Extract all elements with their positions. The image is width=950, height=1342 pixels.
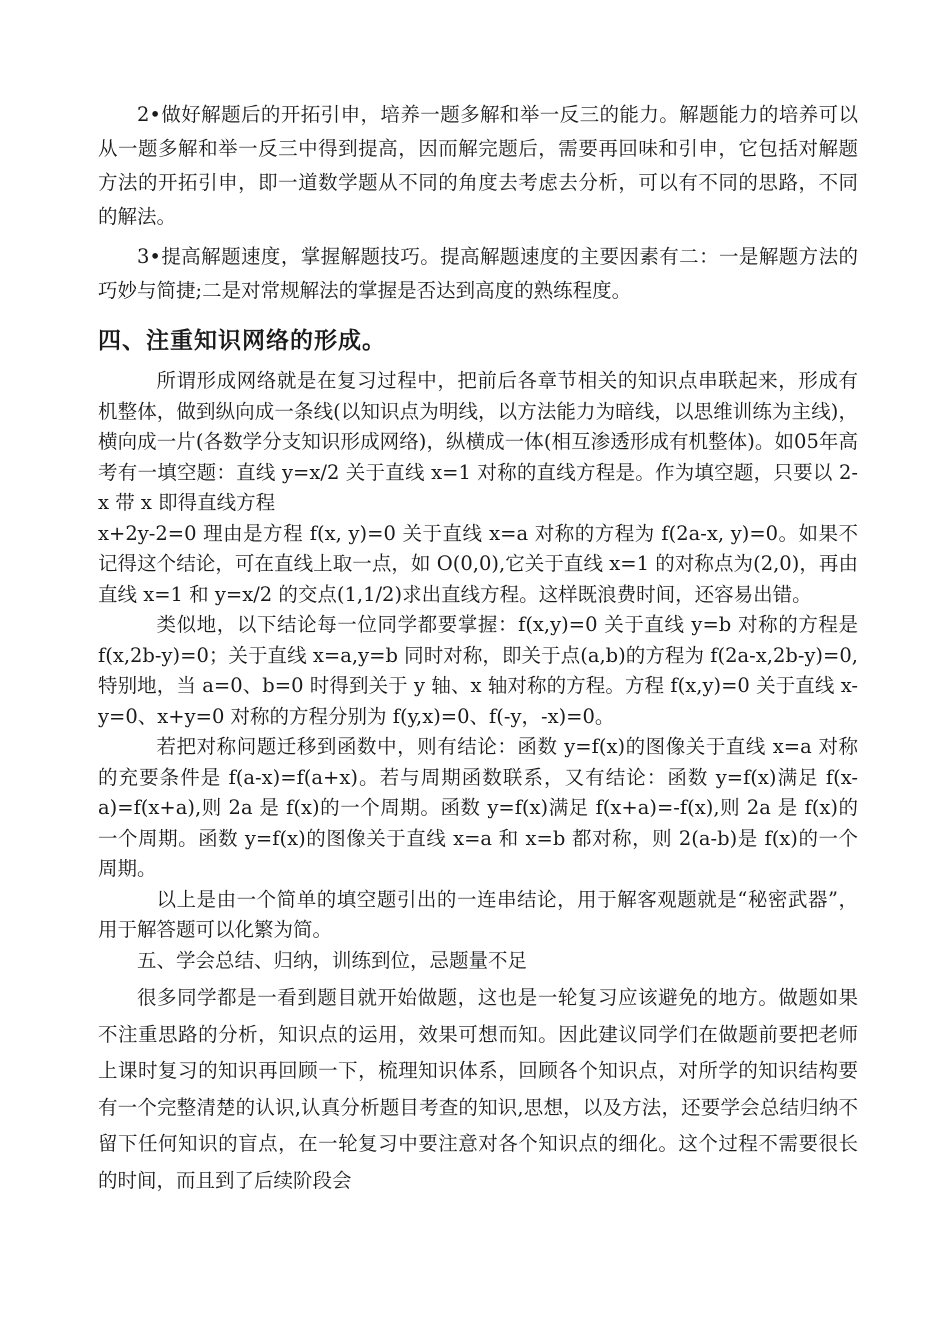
section-five-heading: 五、学会总结、归纳，训练到位，忌题量不足: [137, 948, 528, 972]
document-page: [98, 98, 858, 1199]
paragraph-similar: 类似地，以下结论每一位同学都要掌握：f(x,y)=0 关于直线 y=b 对称的方程是 f(x,2b-y)=0；关于直线 x=a,y=b 同时对称，即关于点(a,b)的方程为 f(2a-x,2b-y)=0,特别地，当 a=0、b=0 时得到关于 y 轴、x 轴对称的方程。方程 f(x,y)=0 关于直线 x-y=0、x+y=0 对称的方程分别为 f(y,x)=0、f(-y，-x)=0。: [98, 613, 858, 728]
paragraph-network-intro: [98, 366, 858, 519]
paragraph-function: 若把对称问题迁移到函数中，则有结论：函数 y=f(x)的图像关于直线 x=a 对称的充要条件是 f(a-x)=f(a+x)。若与周期函数联系，又有结论：函数 y=f(x)满足 f(x-a)=f(x+a),则 2a 是 f(x)的一个周期。函数 y=f(x)满足 f(x+a)=-f(x),则 2a 是 f(x)的一个周期。函数 y=f(x)的图像关于直线 x=a 和 x=b 都对称，则 2(a-b)是 f(x)的一个周期。: [98, 735, 858, 880]
paragraph-network-intro-cont: x+2y-2=0 理由是方程 f(x, y)=0 关于直线 x=a 对称的方程为 f(2a-x, y)=0。如果不记得这个结论，可在直线上取一点，如 O(0,0),它关于直线 x=1 的对称点为(2,0)，再由直线 x=1 和 y=x/2 的交点(1,1/2)求出直线方程。这样既浪费时间，还容易出错。: [98, 521, 858, 606]
paragraph-item-3: 3•提高解题速度，掌握解题技巧。提高解题速度的主要因素有二：一是解题方法的巧妙与简捷;二是对常规解法的掌握是否达到高度的熟练程度。: [98, 245, 858, 302]
paragraph-item-2: 2•做好解题后的开拓引申，培养一题多解和举一反三的能力。解题能力的培养可以从一题多解和举一反三中得到提高，因而解完题后，需要再回味和引申，它包括对解题方法的开拓引申，即一道数学题从不同的角度去考虑去分析，可以有不同的思路，不同的解法。: [98, 103, 858, 228]
paragraph-summary: 以上是由一个简单的填空题引出的一连串结论，用于解客观题就是“秘密武器”，用于解答题可以化繁为简。: [98, 887, 858, 941]
section-four-heading: 四、注重知识网络的形成。: [98, 328, 386, 354]
paragraph-network-intro-a: 所谓形成网络就是在复习过程中，把前后各章节相关的知识点串联起来，形成有机整体，做到纵向成一条线(以知识点为明线，以方法能力为暗线，以思维训练为主线)，横向成一片(各数学分支知识形成网络)，纵横成一体(相互渗透形成有机整体)。如05年高考有一填空题：直线 y=x/2 关于直线 x=1 对称的直线方程是。作为填空题，只要以 2-x 带 x 即得直线方程: [98, 369, 858, 514]
paragraph-practice: 很多同学都是一看到题目就开始做题，这也是一轮复习应该避免的地方。做题如果不注重思路的分析，知识点的运用，效果可想而知。因此建议同学们在做题前要把老师上课时复习的知识再回顾一下，梳理知识体系，回顾各个知识点，对所学的知识结构要有一个完整清楚的认识,认真分析题目考查的知识,思想，以及方法，还要学会总结归纳不留下任何知识的盲点，在一轮复习中要注意对各个知识点的细化。这个过程不需要很长的时间，而且到了后续阶段会: [98, 986, 858, 1192]
